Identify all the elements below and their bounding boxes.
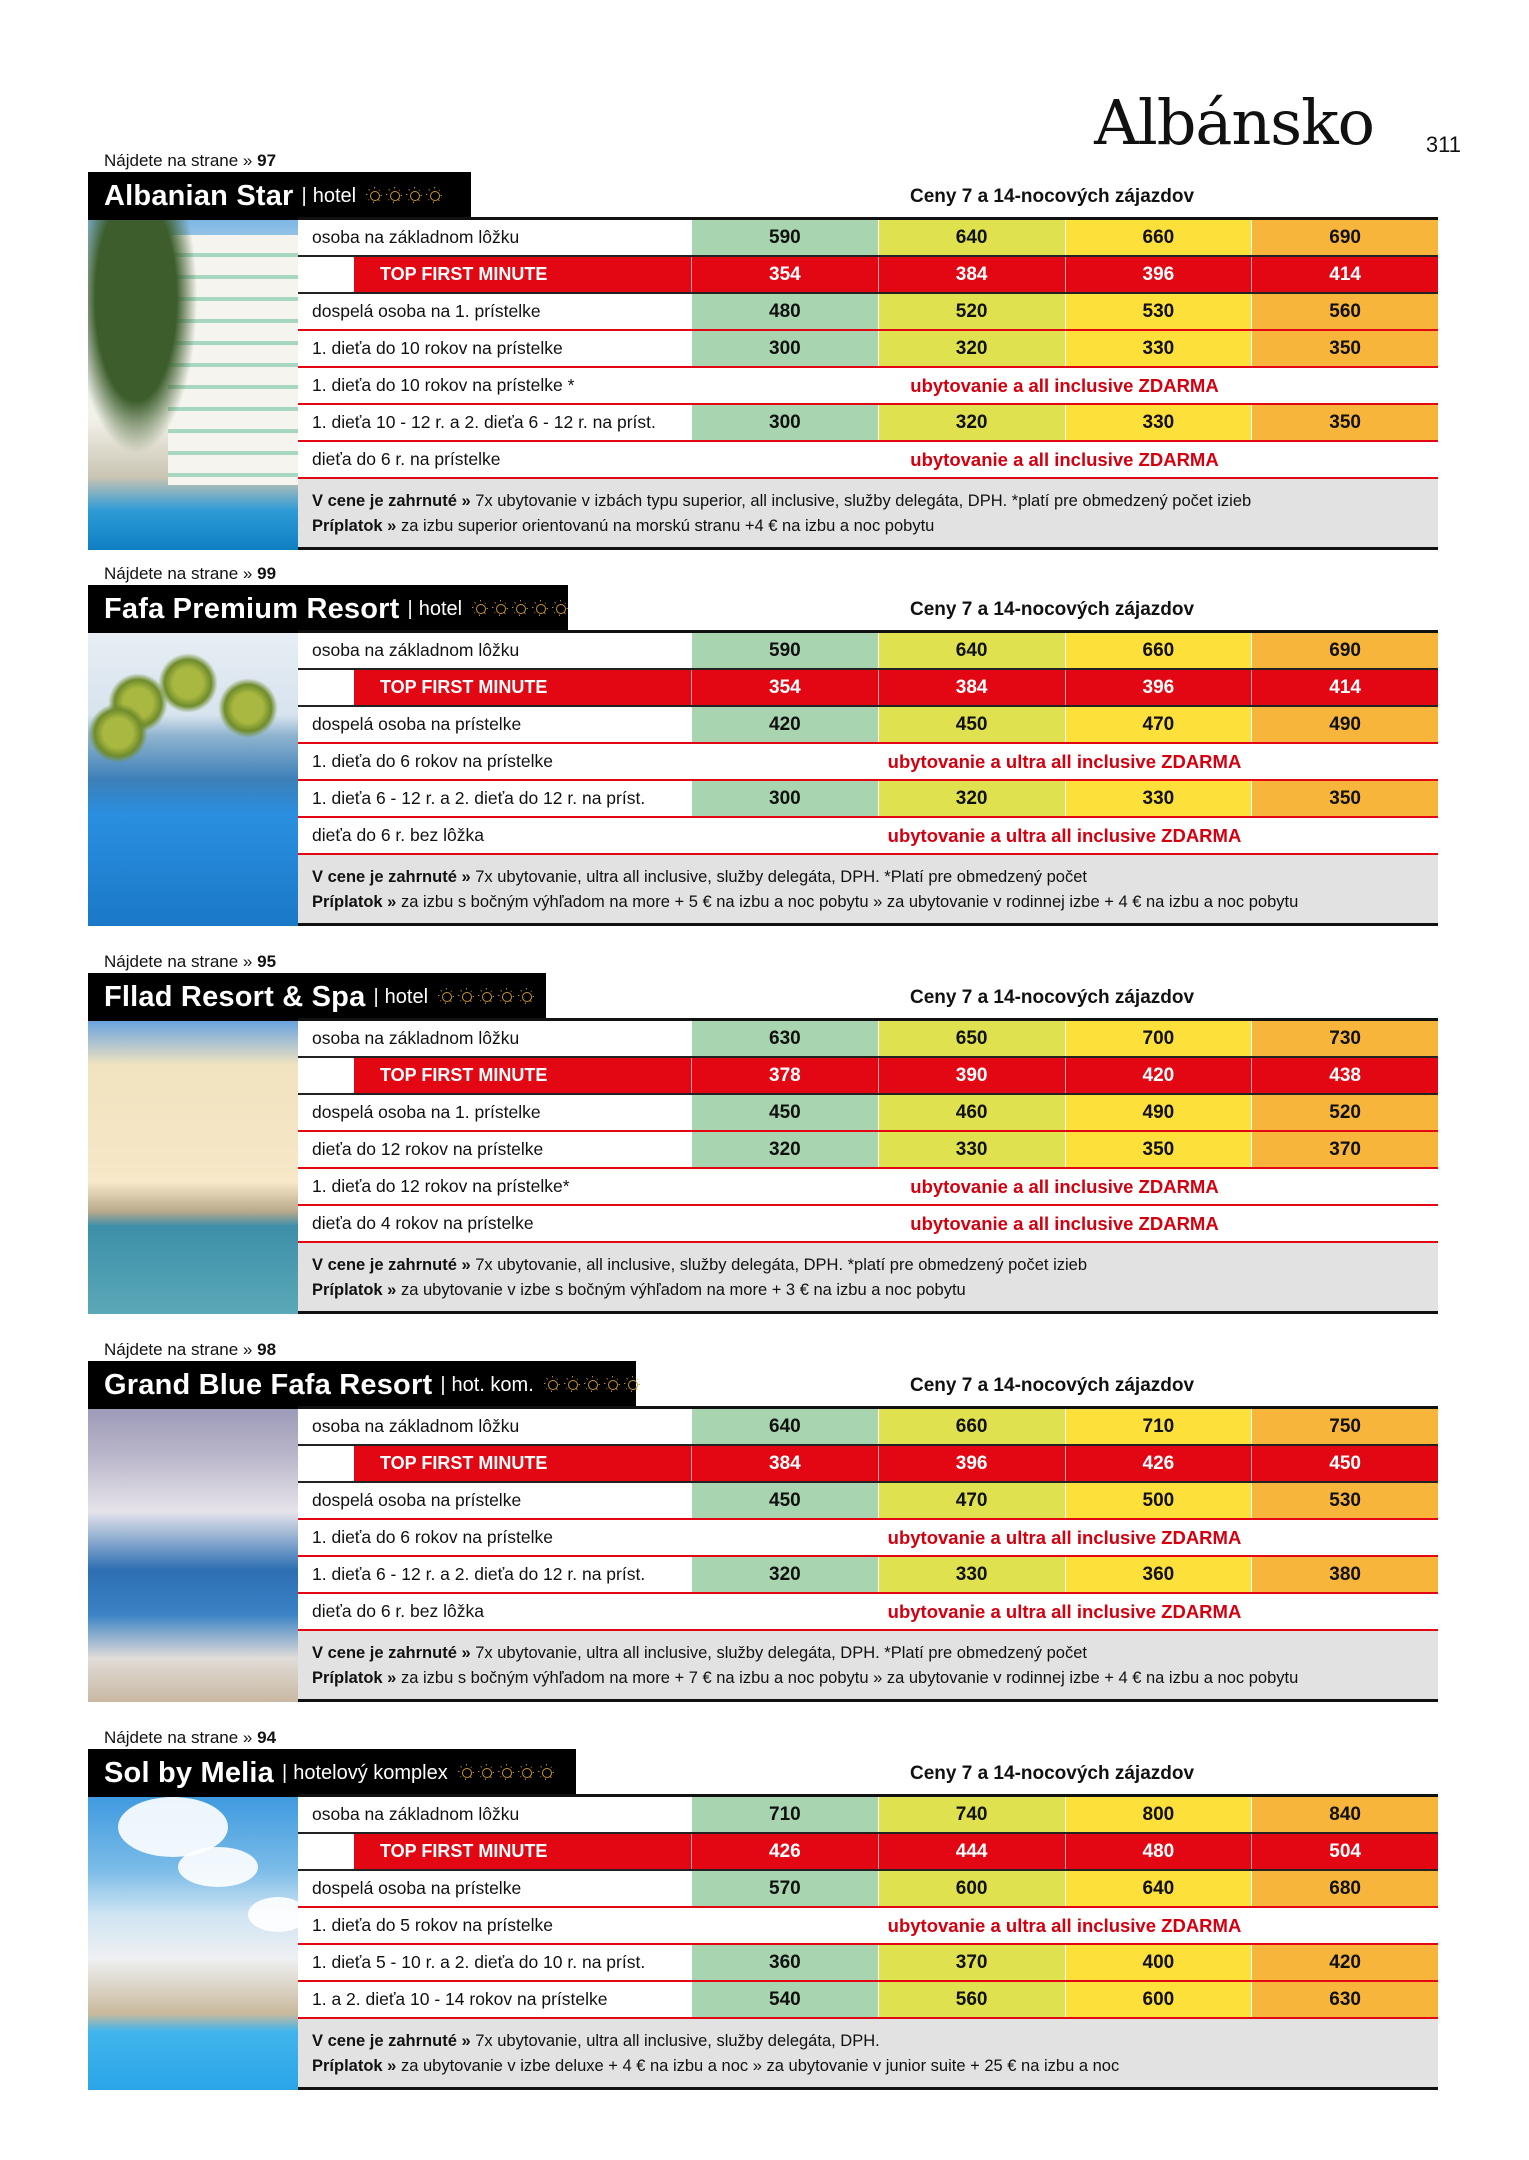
price-cell: 450 — [1251, 1446, 1438, 1481]
included-line — [312, 1253, 1424, 1278]
prices-caption: Ceny 7 a 14-nocových zájazdov — [910, 1375, 1195, 1396]
price-cell: 350 — [1251, 405, 1438, 440]
price-row — [298, 1021, 1438, 1058]
price-cell: 530 — [1065, 294, 1252, 329]
page-reference-prefix: Nájdete na strane » — [104, 564, 253, 583]
price-cell: 396 — [878, 1446, 1065, 1481]
sun-star-icon — [426, 187, 444, 205]
price-cell: 400 — [1065, 1945, 1252, 1980]
price-cell: 660 — [1065, 220, 1252, 255]
hotel-photo — [88, 1021, 298, 1314]
hotel-header — [88, 1749, 1438, 1797]
row-label: dieťa do 12 rokov na prístelke — [298, 1132, 691, 1167]
price-row — [298, 633, 1438, 670]
tfm-row — [298, 1058, 1438, 1095]
price-cell: 470 — [1065, 707, 1252, 742]
price-cell: 630 — [1251, 1982, 1438, 2017]
prices-caption: Ceny 7 a 14-nocových zájazdov — [910, 987, 1195, 1008]
info-note — [298, 855, 1438, 926]
surcharge-line — [312, 1278, 1424, 1303]
hotel-block-1 — [88, 563, 1438, 926]
info-note — [298, 1243, 1438, 1314]
price-cell: 414 — [1251, 670, 1438, 705]
page-reference[interactable] — [88, 563, 1438, 585]
included-text: 7x ubytovanie, ultra all inclusive, služby delegáta, DPH. *Platí pre obmedzený počet — [475, 1644, 1087, 1662]
included-label: V cene je zahrnuté » — [312, 2032, 471, 2050]
tree-shape — [88, 220, 208, 480]
price-cell: 590 — [691, 633, 878, 668]
price-cell: 330 — [878, 1557, 1065, 1592]
hotel-body — [88, 220, 1438, 550]
price-cell: 560 — [1251, 294, 1438, 329]
surcharge-text: za ubytovanie v izbe deluxe + 4 € na izbu a noc » za ubytovanie v junior suite + 25 € na izbu a noc — [400, 2057, 1120, 2075]
free-row — [298, 442, 1438, 479]
price-row — [298, 220, 1438, 257]
price-cell: 354 — [691, 670, 878, 705]
page-number: 311 — [1425, 132, 1461, 157]
price-cell: 800 — [1065, 1797, 1252, 1832]
row-label: 1. dieťa do 10 rokov na prístelke * — [298, 368, 691, 403]
tfm-row — [298, 670, 1438, 707]
sun-star-icon — [532, 600, 550, 618]
price-cell: 650 — [878, 1021, 1065, 1056]
page-reference-prefix: Nájdete na strane » — [104, 1340, 253, 1359]
row-label: 1. dieťa do 10 rokov na prístelke — [298, 331, 691, 366]
surcharge-text: za izbu s bočným výhľadom na more + 7 € na izbu a noc pobytu » za ubytovanie v rodinnej izbe + 4 € na izbu a noc pobytu — [400, 1669, 1299, 1687]
price-cell: 320 — [691, 1132, 878, 1167]
price-cell: 630 — [691, 1021, 878, 1056]
page-reference-number: 97 — [257, 151, 277, 170]
price-cell: 690 — [1251, 633, 1438, 668]
included-text: 7x ubytovanie v izbách typu superior, all inclusive, služby delegáta, DPH. *platí pre obmedzený počet izieb — [475, 492, 1252, 510]
row-label: TOP FIRST MINUTE — [298, 1834, 691, 1869]
row-label: TOP FIRST MINUTE — [298, 257, 691, 292]
surcharge-label: Príplatok » — [312, 517, 397, 535]
price-row — [298, 331, 1438, 368]
page-reference-prefix: Nájdete na strane » — [104, 151, 253, 170]
star-rating — [366, 187, 446, 205]
price-cell: 414 — [1251, 257, 1438, 292]
free-row — [298, 1908, 1438, 1945]
free-stay-note: ubytovanie a all inclusive ZDARMA — [910, 1176, 1219, 1197]
hotel-name-bar — [88, 172, 471, 220]
sun-star-icon — [512, 600, 530, 618]
price-cell: 450 — [691, 1483, 878, 1518]
hotel-header — [88, 585, 1438, 633]
free-row — [298, 1594, 1438, 1631]
row-label: 1. dieťa 6 - 12 r. a 2. dieťa do 12 r. na príst. — [298, 781, 691, 816]
price-cell: 490 — [1065, 1095, 1252, 1130]
included-label: V cene je zahrnuté » — [312, 868, 471, 886]
row-label: dospelá osoba na prístelke — [298, 1483, 691, 1518]
price-row — [298, 1945, 1438, 1982]
sun-star-icon — [458, 988, 476, 1006]
price-cell: 420 — [691, 707, 878, 742]
price-cell: 300 — [691, 405, 878, 440]
price-row — [298, 1409, 1438, 1446]
page-reference[interactable] — [88, 1727, 1438, 1749]
sun-star-icon — [478, 988, 496, 1006]
cloud-shape — [178, 1847, 258, 1887]
hotel-body — [88, 633, 1438, 926]
free-stay-note: ubytovanie a ultra all inclusive ZDARMA — [887, 1527, 1242, 1548]
price-table — [298, 1409, 1438, 1702]
price-cell: 640 — [878, 220, 1065, 255]
surcharge-line — [312, 514, 1424, 539]
row-label: dieťa do 4 rokov na prístelke — [298, 1206, 691, 1241]
sun-star-icon — [604, 1376, 622, 1394]
price-cell: 490 — [1251, 707, 1438, 742]
resort-aerial-photo — [88, 1409, 298, 1702]
row-label: 1. dieťa do 6 rokov na prístelke — [298, 1520, 691, 1555]
hotel-name-bar — [88, 585, 568, 633]
surcharge-text: za ubytovanie v izbe s bočným výhľadom na more + 3 € na izbu a noc pobytu — [400, 1281, 966, 1299]
price-cell: 700 — [1065, 1021, 1252, 1056]
hotel-body — [88, 1409, 1438, 1702]
price-row — [298, 1557, 1438, 1594]
price-cell: 660 — [878, 1409, 1065, 1444]
sun-star-icon — [366, 187, 384, 205]
tfm-row — [298, 257, 1438, 294]
row-label: TOP FIRST MINUTE — [298, 1446, 691, 1481]
free-stay-note: ubytovanie a ultra all inclusive ZDARMA — [887, 1915, 1242, 1936]
page-reference-prefix: Nájdete na strane » — [104, 1728, 253, 1747]
hotel-block-4 — [88, 1727, 1438, 2090]
hotel-block-2 — [88, 951, 1438, 1314]
info-note — [298, 479, 1438, 550]
row-label: dospelá osoba na 1. prístelke — [298, 294, 691, 329]
page-reference-prefix: Nájdete na strane » — [104, 952, 253, 971]
price-cell: 444 — [878, 1834, 1065, 1869]
free-row — [298, 818, 1438, 855]
included-line — [312, 865, 1424, 890]
price-cell: 360 — [1065, 1557, 1252, 1592]
row-label: dospelá osoba na prístelke — [298, 707, 691, 742]
included-text: 7x ubytovanie, ultra all inclusive, služby delegáta, DPH. *Platí pre obmedzený počet — [475, 868, 1087, 886]
row-label: dospelá osoba na 1. prístelke — [298, 1095, 691, 1130]
price-cell: 710 — [1065, 1409, 1252, 1444]
sun-star-icon — [624, 1376, 642, 1394]
price-row — [298, 707, 1438, 744]
hotel-name: Grand Blue Fafa Resort — [104, 1368, 433, 1401]
sun-star-icon — [552, 600, 570, 618]
price-table — [298, 1021, 1438, 1314]
included-line — [312, 489, 1424, 514]
price-cell: 370 — [1251, 1132, 1438, 1167]
page-reference-number: 94 — [257, 1728, 277, 1747]
free-row — [298, 744, 1438, 781]
sun-star-icon — [406, 187, 424, 205]
price-cell: 480 — [1065, 1834, 1252, 1869]
hotel-name-bar — [88, 1361, 636, 1409]
price-cell: 320 — [878, 781, 1065, 816]
price-cell: 420 — [1251, 1945, 1438, 1980]
price-cell: 530 — [1251, 1483, 1438, 1518]
free-row — [298, 1520, 1438, 1557]
prices-caption: Ceny 7 a 14-nocových zájazdov — [910, 1763, 1195, 1784]
price-cell: 384 — [691, 1446, 878, 1481]
star-rating — [472, 600, 572, 618]
tfm-row — [298, 1446, 1438, 1483]
sun-star-icon — [538, 1764, 556, 1782]
price-cell: 360 — [691, 1945, 878, 1980]
included-line — [312, 2029, 1424, 2054]
free-stay-note: ubytovanie a all inclusive ZDARMA — [910, 375, 1219, 396]
star-rating — [438, 988, 538, 1006]
prices-caption: Ceny 7 a 14-nocových zájazdov — [910, 599, 1195, 620]
price-cell: 320 — [878, 331, 1065, 366]
page-reference-number: 98 — [257, 1340, 277, 1359]
price-table — [298, 1797, 1438, 2090]
surcharge-label: Príplatok » — [312, 893, 397, 911]
row-label: 1. dieťa 6 - 12 r. a 2. dieťa do 12 r. na príst. — [298, 1557, 691, 1592]
price-cell: 840 — [1251, 1797, 1438, 1832]
included-text: 7x ubytovanie, all inclusive, služby delegáta, DPH. *platí pre obmedzený počet izieb — [475, 1256, 1088, 1274]
free-stay-note: ubytovanie a all inclusive ZDARMA — [910, 1213, 1219, 1234]
sun-star-icon — [386, 187, 404, 205]
palm-shape — [218, 678, 278, 738]
hotel-type: | hotel — [408, 598, 463, 621]
free-stay-note: ubytovanie a ultra all inclusive ZDARMA — [887, 751, 1242, 772]
hotel-name: Albanian Star — [104, 179, 294, 212]
price-row — [298, 1797, 1438, 1834]
sun-star-icon — [584, 1376, 602, 1394]
free-stay-note: ubytovanie a ultra all inclusive ZDARMA — [887, 1601, 1242, 1622]
price-cell: 504 — [1251, 1834, 1438, 1869]
hotel-header — [88, 172, 1438, 220]
tfm-row — [298, 1834, 1438, 1871]
sun-star-icon — [438, 988, 456, 1006]
price-row — [298, 1483, 1438, 1520]
price-cell: 600 — [878, 1871, 1065, 1906]
row-label: 1. dieťa do 12 rokov na prístelke* — [298, 1169, 691, 1204]
page-title: Albánsko — [1094, 86, 1374, 159]
price-cell: 460 — [878, 1095, 1065, 1130]
row-label: osoba na základnom lôžku — [298, 633, 691, 668]
hotel-name: Fllad Resort & Spa — [104, 980, 366, 1013]
page-reference[interactable] — [88, 951, 1438, 973]
row-label: 1. dieťa 10 - 12 r. a 2. dieťa 6 - 12 r. na príst. — [298, 405, 691, 440]
sun-star-icon — [498, 988, 516, 1006]
free-row — [298, 1206, 1438, 1243]
palm-shape — [158, 653, 218, 713]
resort-pool-photo — [88, 633, 298, 926]
price-row — [298, 1982, 1438, 2019]
free-row — [298, 1169, 1438, 1206]
price-cell: 690 — [1251, 220, 1438, 255]
free-row — [298, 368, 1438, 405]
sun-star-icon — [498, 1764, 516, 1782]
free-stay-note: ubytovanie a ultra all inclusive ZDARMA — [887, 825, 1242, 846]
price-cell: 350 — [1251, 331, 1438, 366]
price-cell: 390 — [878, 1058, 1065, 1093]
hotel-type: | hotel — [373, 986, 428, 1009]
price-cell: 450 — [878, 707, 1065, 742]
price-cell: 540 — [691, 1982, 878, 2017]
page-reference[interactable] — [88, 1339, 1438, 1361]
hotel-header — [88, 1361, 1438, 1409]
price-cell: 710 — [691, 1797, 878, 1832]
price-cell: 420 — [1065, 1058, 1252, 1093]
sun-star-icon — [518, 988, 536, 1006]
price-cell: 426 — [691, 1834, 878, 1869]
info-note — [298, 2019, 1438, 2090]
palm-shape — [88, 703, 148, 763]
page-reference-number: 95 — [257, 952, 277, 971]
price-cell: 660 — [1065, 633, 1252, 668]
row-label: osoba na základnom lôžku — [298, 1409, 691, 1444]
row-label: osoba na základnom lôžku — [298, 1021, 691, 1056]
sun-star-icon — [492, 600, 510, 618]
included-label: V cene je zahrnuté » — [312, 1256, 471, 1274]
hotel-type: | hotelový komplex — [282, 1762, 448, 1785]
cloud-shape — [248, 1897, 298, 1932]
hotel-block-3 — [88, 1339, 1438, 1702]
hotel-body — [88, 1021, 1438, 1314]
price-cell: 590 — [691, 220, 878, 255]
hotel-name-bar — [88, 1749, 576, 1797]
sun-star-icon — [478, 1764, 496, 1782]
surcharge-label: Príplatok » — [312, 2057, 397, 2075]
row-label: osoba na základnom lôžku — [298, 1797, 691, 1832]
sun-star-icon — [518, 1764, 536, 1782]
included-label: V cene je zahrnuté » — [312, 1644, 471, 1662]
price-cell: 640 — [1065, 1871, 1252, 1906]
price-cell: 330 — [1065, 331, 1252, 366]
price-cell: 320 — [878, 405, 1065, 440]
hotel-block-0 — [88, 150, 1438, 550]
hotel-name: Fafa Premium Resort — [104, 592, 400, 625]
price-cell: 426 — [1065, 1446, 1252, 1481]
price-cell: 740 — [878, 1797, 1065, 1832]
row-label: dospelá osoba na prístelke — [298, 1871, 691, 1906]
hotel-body — [88, 1797, 1438, 2090]
price-cell: 570 — [691, 1871, 878, 1906]
price-cell: 330 — [1065, 781, 1252, 816]
price-row — [298, 1132, 1438, 1169]
row-label: osoba na základnom lôžku — [298, 220, 691, 255]
page-reference-number: 99 — [257, 564, 277, 583]
price-cell: 354 — [691, 257, 878, 292]
hotel-type: | hot. kom. — [440, 1374, 533, 1397]
hotel-pool-photo — [88, 1797, 298, 2090]
sun-star-icon — [472, 600, 490, 618]
price-cell: 600 — [1065, 1982, 1252, 2017]
price-cell: 680 — [1251, 1871, 1438, 1906]
price-row — [298, 1871, 1438, 1908]
included-label: V cene je zahrnuté » — [312, 492, 471, 510]
price-cell: 300 — [691, 781, 878, 816]
prices-caption: Ceny 7 a 14-nocových zájazdov — [910, 186, 1195, 207]
price-cell: 320 — [691, 1557, 878, 1592]
row-label: 1. dieťa 5 - 10 r. a 2. dieťa do 10 r. na príst. — [298, 1945, 691, 1980]
hotel-name: Sol by Melia — [104, 1756, 274, 1789]
price-row — [298, 1095, 1438, 1132]
price-cell: 730 — [1251, 1021, 1438, 1056]
row-label: TOP FIRST MINUTE — [298, 670, 691, 705]
price-cell: 520 — [878, 294, 1065, 329]
free-stay-note: ubytovanie a all inclusive ZDARMA — [910, 449, 1219, 470]
hotel-type: | hotel — [302, 185, 357, 208]
price-cell: 380 — [1251, 1557, 1438, 1592]
price-cell: 500 — [1065, 1483, 1252, 1518]
price-table — [298, 220, 1438, 550]
hotel-header — [88, 973, 1438, 1021]
price-cell: 480 — [691, 294, 878, 329]
surcharge-line — [312, 2054, 1424, 2079]
page-reference[interactable] — [88, 150, 1438, 172]
surcharge-text: za izbu s bočným výhľadom na more + 5 € na izbu a noc pobytu » za ubytovanie v rodinnej izbe + 4 € na izbu a noc pobytu — [400, 893, 1299, 911]
price-cell: 378 — [691, 1058, 878, 1093]
sun-star-icon — [564, 1376, 582, 1394]
price-cell: 750 — [1251, 1409, 1438, 1444]
price-cell: 396 — [1065, 670, 1252, 705]
price-cell: 520 — [1251, 1095, 1438, 1130]
row-label: 1. dieťa do 6 rokov na prístelke — [298, 744, 691, 779]
price-cell: 640 — [878, 633, 1065, 668]
price-cell: 330 — [878, 1132, 1065, 1167]
price-cell: 470 — [878, 1483, 1065, 1518]
surcharge-label: Príplatok » — [312, 1669, 397, 1687]
price-row — [298, 781, 1438, 818]
surcharge-label: Príplatok » — [312, 1281, 397, 1299]
price-cell: 330 — [1065, 405, 1252, 440]
surcharge-text: za izbu superior orientovanú na morskú stranu +4 € na izbu a noc pobytu — [400, 517, 935, 535]
surcharge-line — [312, 1666, 1424, 1691]
price-cell: 396 — [1065, 257, 1252, 292]
price-row — [298, 294, 1438, 331]
sun-star-icon — [544, 1376, 562, 1394]
row-label: dieťa do 6 r. na prístelke — [298, 442, 691, 477]
price-cell: 560 — [878, 1982, 1065, 2017]
row-label: TOP FIRST MINUTE — [298, 1058, 691, 1093]
price-cell: 384 — [878, 257, 1065, 292]
price-cell: 450 — [691, 1095, 878, 1130]
sun-star-icon — [458, 1764, 476, 1782]
info-note — [298, 1631, 1438, 1702]
price-row — [298, 405, 1438, 442]
price-cell: 640 — [691, 1409, 878, 1444]
included-line — [312, 1641, 1424, 1666]
price-table — [298, 633, 1438, 926]
price-cell: 350 — [1251, 781, 1438, 816]
price-cell: 350 — [1065, 1132, 1252, 1167]
star-rating — [458, 1764, 558, 1782]
hotel-name-bar — [88, 973, 546, 1021]
surcharge-line — [312, 890, 1424, 915]
price-cell: 438 — [1251, 1058, 1438, 1093]
row-label: dieťa do 6 r. bez lôžka — [298, 1594, 691, 1629]
price-cell: 370 — [878, 1945, 1065, 1980]
star-rating — [544, 1376, 644, 1394]
row-label: dieťa do 6 r. bez lôžka — [298, 818, 691, 853]
included-text: 7x ubytovanie, ultra all inclusive, služby delegáta, DPH. — [475, 2032, 880, 2050]
row-label: 1. dieťa do 5 rokov na prístelke — [298, 1908, 691, 1943]
hotel-photo — [88, 220, 298, 550]
row-label: 1. a 2. dieťa 10 - 14 rokov na prístelke — [298, 1982, 691, 2017]
price-cell: 384 — [878, 670, 1065, 705]
price-cell: 300 — [691, 331, 878, 366]
